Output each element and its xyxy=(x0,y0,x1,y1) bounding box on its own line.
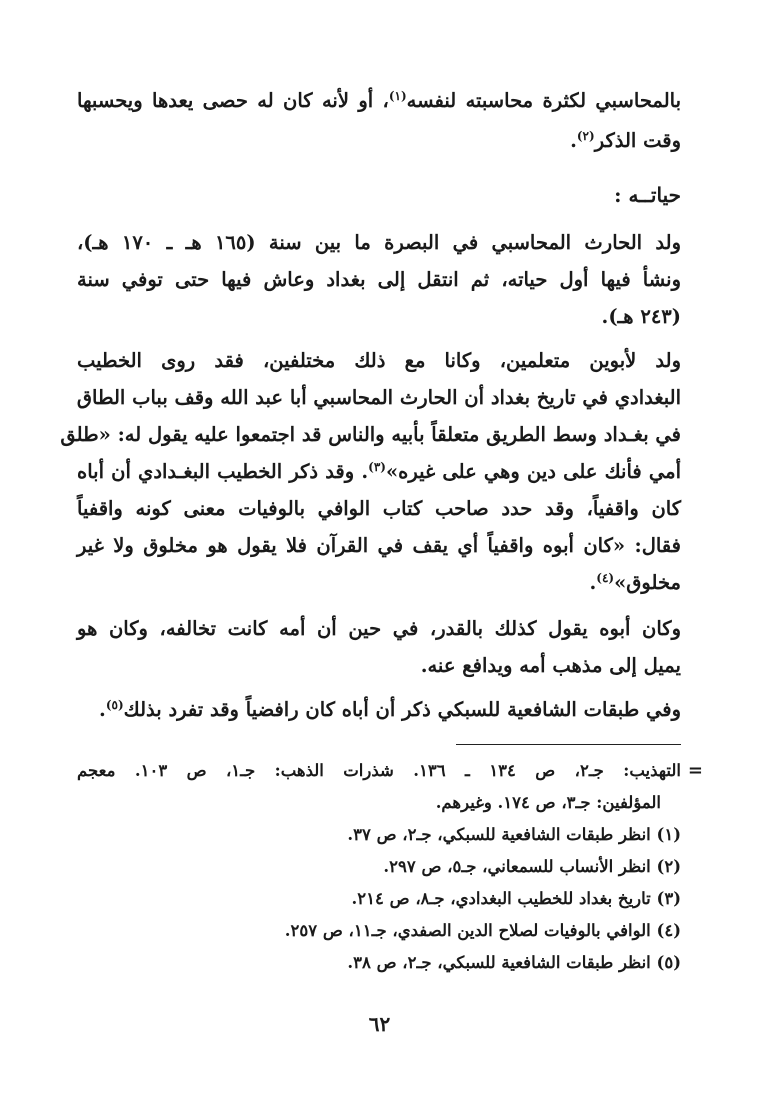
footnote-4: (٤) الوافي بالوفيات لصلاح الدين الصفدي، جـ١١، ص ٢٥٧. xyxy=(284,921,681,940)
parents-line-3: في بغـداد وسط الطريق متعلقاً بأبيه والناس قد اجتمعوا عليه يقول له: «طلق xyxy=(60,423,681,446)
footnote-ref-2[interactable]: (٢) xyxy=(576,129,595,143)
mother-line-1: وكان أبوه يقول كذلك بالقدر، في حين أن أمه كانت تخالفه، وكان هو xyxy=(77,617,681,640)
mother-line-2: يميل إلى مذهب أمه ويدافع عنه. xyxy=(420,654,681,677)
intro-text-4: . xyxy=(570,129,577,152)
footnote-ref-1[interactable]: (١) xyxy=(388,89,407,103)
intro-line-2 xyxy=(77,126,681,156)
quote-text: أمي فأنك على دين وهي على غيره» xyxy=(385,460,681,483)
shafii-end: . xyxy=(99,698,106,721)
page-number: ٦٢ xyxy=(368,1012,391,1036)
parents-line-4 xyxy=(77,457,681,487)
birth-line-1: ولد الحارث المحاسبي في البصرة ما بين سنة (١٦٥ هـ ـ ١٧٠ هـ)، xyxy=(77,231,681,254)
parents-line-6: فقال: «كان أبوه واقفياً أي يقف في القرآن فلا يقول هو مخلوق ولا غير xyxy=(77,534,681,557)
intro-text-1: بالمحاسبي لكثرة محاسبته لنفسه xyxy=(406,89,682,112)
shafii-line xyxy=(77,695,681,725)
parents-line-5: كان واقفياً، وقد حدد صاحب كتاب الوافي بالوفيات معنى كونه واقفياً xyxy=(77,497,681,520)
intro-text-2: ، أو لأنه كان له حصى يعدها ويحسبها xyxy=(77,89,389,112)
parents-text-7a: مخلوق» xyxy=(614,571,681,594)
footnote-1: (١) انظر طبقات الشافعية للسبكي، جـ٢، ص ٣٧. xyxy=(347,825,681,844)
footnote-3: (٣) تاريخ بغداد للخطيب البغدادي، جـ٨، ص ٢١٤. xyxy=(351,889,681,908)
birth-line-2: ونشأ فيها أول حياته، ثم انتقل إلى بغداد وعاش فيها حتى توفي سنة xyxy=(77,268,681,291)
footnote-2: (٢) انظر الأنساب للسمعاني، جـ٥، ص ٢٩٧. xyxy=(383,857,681,876)
shafii-text: وفي طبقات الشافعية للسبكي ذكر أن أباه كان رافضياً وقد تفرد بذلك xyxy=(123,698,681,721)
intro-text-3: وقت الذكر xyxy=(594,129,681,152)
birth-line-3: (٢٤٣ هـ). xyxy=(601,305,681,328)
parents-text-7b: . xyxy=(589,571,597,594)
parents-text-4b: . وقد ذكر الخطيب البغـدادي أن أباه xyxy=(77,460,369,483)
footnote-ref-4[interactable]: (٤) xyxy=(596,571,615,585)
footnote-divider xyxy=(456,744,681,745)
footnote-continuation-1: التهذيب: جـ٢، ص ١٣٤ ـ ١٣٦. شذرات الذهب: جـ١، ص ١٠٣. معجم xyxy=(77,761,681,780)
parents-line-1: ولد لأبوين متعلمين، وكانا مع ذلك مختلفين، فقد روى الخطيب xyxy=(77,349,681,372)
parents-line-2: البغدادي في تاريخ بغداد أن الحارث المحاسبي أبا عبد الله وقف بباب الطاق xyxy=(76,386,681,409)
intro-line-1 xyxy=(77,86,681,116)
footnote-ref-3[interactable]: (٣) xyxy=(368,460,386,474)
footnote-continuation-2: المؤلفين: جـ٣، ص ١٧٤. وغيرهم. xyxy=(435,793,661,812)
section-heading: حياتــه : xyxy=(614,183,681,207)
parents-line-7 xyxy=(77,568,681,598)
footnote-ref-5[interactable]: (٥) xyxy=(105,698,124,712)
footnote-5: (٥) انظر طبقات الشافعية للسبكي، جـ٢، ص ٣٨. xyxy=(347,953,681,972)
continuation-marker: = xyxy=(687,760,703,781)
